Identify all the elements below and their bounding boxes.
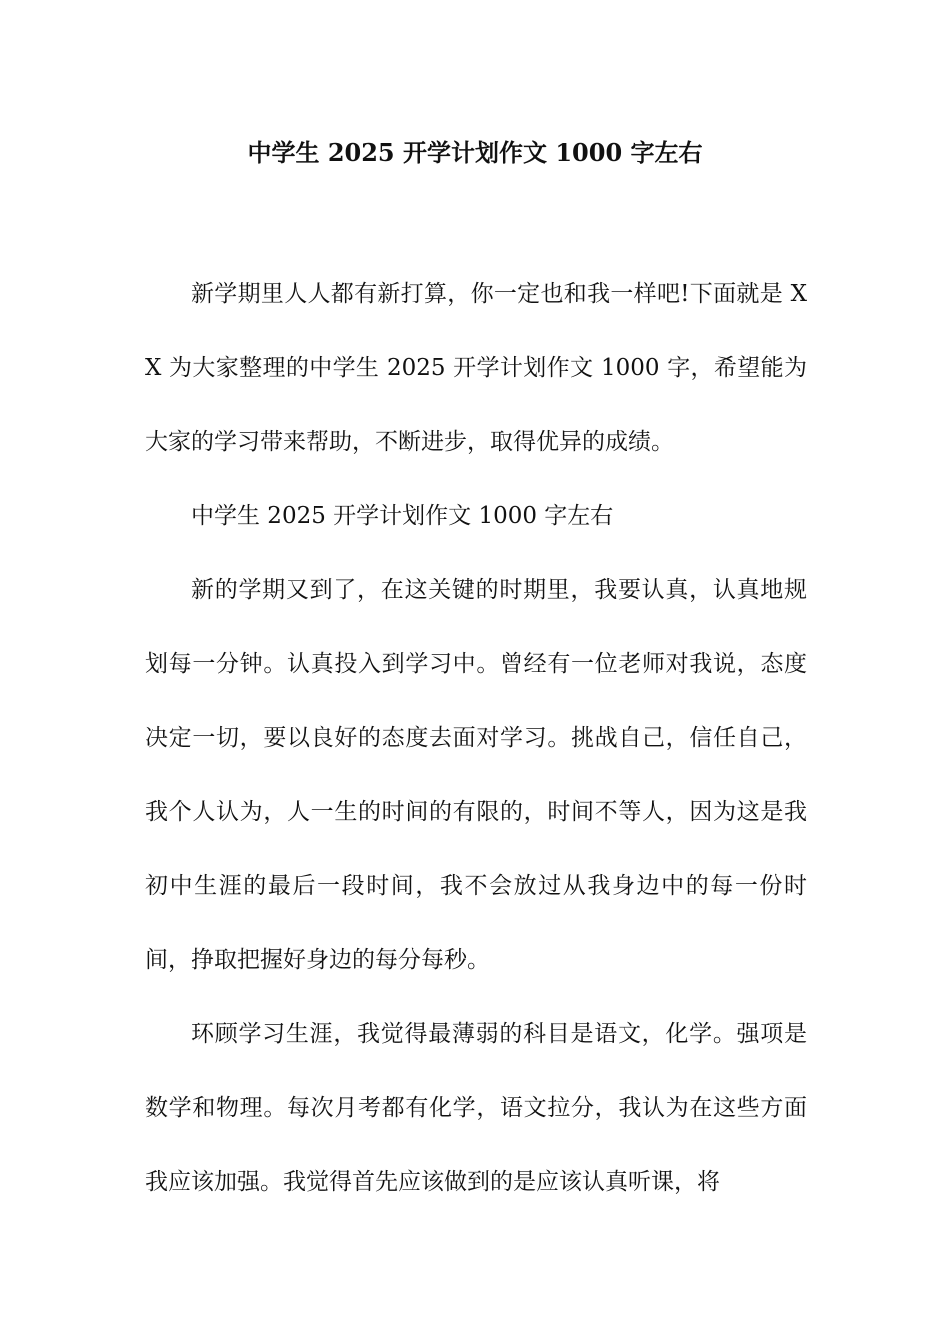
document-body	[145, 257, 807, 1219]
body-paragraph: 环顾学习生涯，我觉得最薄弱的科目是语文，化学。强项是数学和物理。每次月考都有化学，语文拉分，我认为在这些方面我应该加强。我觉得首先应该做到的是应该认真听课，将	[145, 1021, 807, 1195]
document-title: 中学生 2025 开学计划作文 1000 字左右	[247, 138, 703, 167]
intro-paragraph: 新学期里人人都有新打算，你一定也和我一样吧!下面就是 XX 为大家整理的中学生 2025 开学计划作文 1000 字，希望能为大家的学习带来帮助，不断进步，取得优异的成绩。	[145, 281, 807, 455]
section-heading-paragraph: 中学生 2025 开学计划作文 1000 字左右	[191, 503, 614, 529]
body-paragraph: 新的学期又到了，在这关键的时期里，我要认真，认真地规划每一分钟。认真投入到学习中。曾经有一位老师对我说，态度决定一切，要以良好的态度去面对学习。挑战自己，信任自己，我个人认为，人一生的时间的有限的，时间不等人，因为这是我初中生涯的最后一段时间，我不会放过从我身边中的每一份时间，挣取把握好身边的每分每秒。	[145, 577, 807, 973]
